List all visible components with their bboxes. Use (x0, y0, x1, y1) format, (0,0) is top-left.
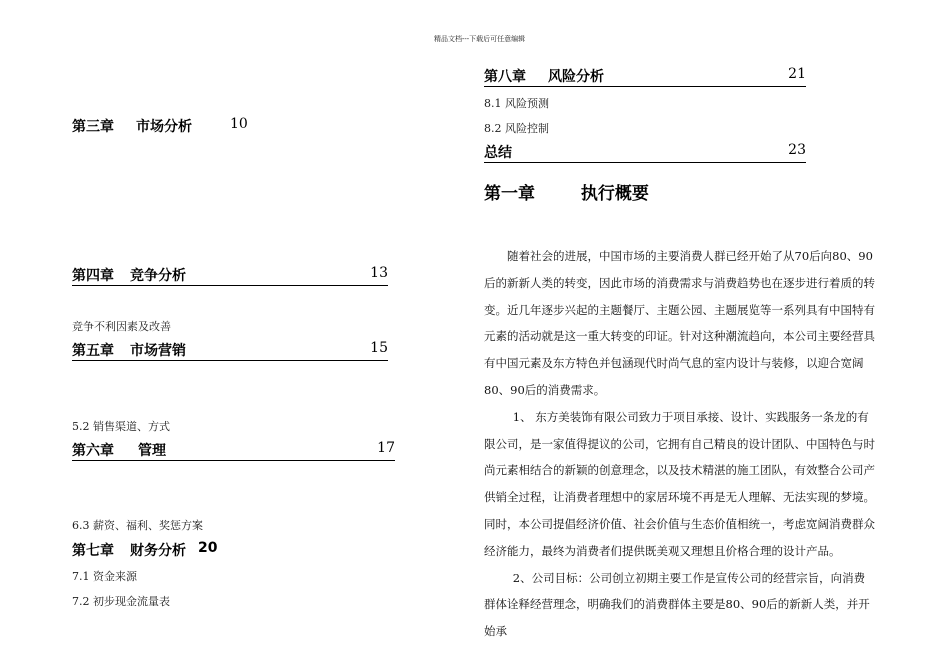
toc-chapter-5[interactable] (72, 340, 388, 361)
toc-chapter-number: 第八章 (484, 69, 526, 85)
toc-subsection[interactable]: 8.2 风险控制 (484, 122, 549, 135)
toc-chapter-title: 财务分析 (130, 543, 186, 559)
toc-subsection[interactable]: 8.1 风险预测 (484, 97, 549, 110)
toc-summary-title: 总结 (484, 145, 512, 161)
toc-chapter-number: 第七章 (72, 543, 114, 559)
chapter-title: 执行概要 (580, 184, 649, 204)
toc-page-number: 15 (370, 340, 388, 356)
chapter-number: 第一章 (484, 184, 535, 204)
toc-page-number: 10 (230, 116, 248, 132)
toc-chapter-title: 风险分析 (548, 69, 604, 85)
toc-chapter-title: 竞争分析 (130, 268, 186, 284)
paragraph: 2、公司目标：公司创立初期主要工作是宣传公司的经营宗旨，向消费群体诠释经营理念，明确我们的消费群体主要是80、90后的新新人类，并开始承 (484, 570, 870, 639)
toc-chapter-title: 市场营销 (130, 343, 186, 359)
paragraph: 1、 东方美装饰有限公司致力于项目承接、设计、实践服务一条龙的有限公司，是一家值得提议的公司，它拥有自己精良的设计团队、中国特色与时尚元素相结合的新颖的创意理念，以及技术精湛的施工团队，有效整合公司产供销全过程，让消费者理想中的家居环境不再是无人理解、无法实现的梦境。同时，本公司提倡经济价值、社会价值与生态价值相统一，考虑宽阔消费群众经济能力，最终为消费者们提供既美观又理想且价格合理的设计产品。 (484, 409, 875, 558)
toc-chapter-4[interactable] (72, 265, 388, 286)
toc-page-number: 20 (198, 540, 218, 556)
paragraph: 随着社会的进展，中国市场的主要消费人群已经开始了从70后向80、90后的新新人类的转变，因此市场的消费需求与消费趋势也在逐步进行着质的转变。近几年逐步兴起的主题餐厅、主题公园、主题展览等一系列具有中国特有元素的活动就是这一重大转变的印证。针对这种潮流趋向，本公司主要经营具有中国元素及东方特色并包涵现代时尚气息的室内设计与装修，以迎合宽阔80、90后的消费需求。 (484, 249, 875, 397)
toc-summary[interactable] (484, 142, 806, 163)
toc-chapter-number: 第六章 (72, 443, 114, 459)
header-note: 精品文档---下载后可任意编辑 (434, 35, 526, 43)
toc-page-number: 23 (788, 142, 806, 158)
toc-chapter-number: 第四章 (72, 268, 114, 284)
toc-chapter-6[interactable] (72, 440, 395, 461)
chapter-heading (484, 179, 649, 204)
toc-subsection[interactable]: 竞争不利因素及改善 (72, 320, 171, 333)
toc-subsection[interactable]: 7.1 资金来源 (72, 570, 137, 583)
toc-subsection[interactable]: 7.2 初步现金流量表 (72, 595, 170, 608)
toc-chapter-7[interactable] (72, 540, 272, 560)
toc-chapter-title: 市场分析 (136, 119, 192, 135)
toc-chapter-title: 管理 (138, 443, 166, 459)
toc-subsection[interactable]: 6.3 薪资、福利、奖惩方案 (72, 519, 203, 532)
toc-subsection[interactable]: 5.2 销售渠道、方式 (72, 420, 170, 433)
toc-chapter-number: 第五章 (72, 343, 114, 359)
body-text (484, 243, 876, 645)
toc-chapter-number: 第三章 (72, 119, 114, 135)
toc-page-number: 17 (377, 440, 395, 456)
toc-page-number: 13 (370, 265, 388, 281)
toc-chapter-3[interactable] (72, 116, 252, 136)
toc-page-number: 21 (788, 66, 806, 82)
toc-chapter-8[interactable] (484, 66, 806, 87)
